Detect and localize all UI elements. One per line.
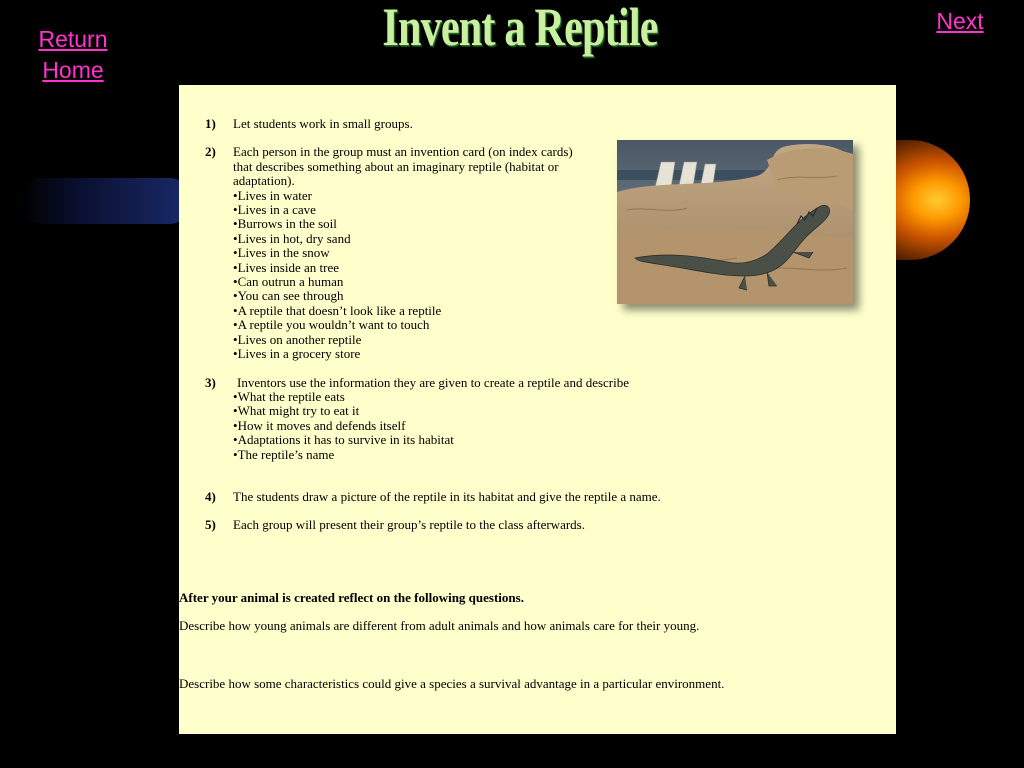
list-item: • You can see through [233,289,885,303]
reflection-heading: After your animal is created reflect on the following questions. [179,590,524,605]
step-text: Each person in the group must an invention card (on index cards) that describes something about an imaginary reptile (habitat or adaptation). [233,144,573,189]
list-item: • A reptile that doesn’t look like a reptile [233,304,885,318]
step-number: 5) [205,517,216,533]
list-item: • Lives inside an tree [233,261,885,275]
list-item: • Lives in hot, dry sand [233,232,885,246]
list-item: • Lives on another reptile [233,333,885,347]
return-home-label-line1: Return [38,26,108,52]
list-item: • Can outrun a human [233,275,885,289]
step-text: Let students work in small groups. [233,116,413,131]
list-item: • Lives in a grocery store [233,347,885,361]
list-item: • How it moves and defends itself [233,419,885,433]
step-5 [205,518,885,532]
next-link[interactable]: Next [936,8,984,34]
list-item: • Lives in the snow [233,246,885,260]
step-text: The students draw a picture of the reptile in its habitat and give the reptile a name. [233,488,661,504]
list-item: • Burrows in the soil [233,217,885,231]
return-home-label-line2: Home [42,57,104,83]
step-number: 2) [205,144,216,160]
step-3 [205,376,885,462]
decorative-streak [20,178,190,224]
iguana-photo [617,140,853,304]
reflection-question: Describe how young animals are different from adult animals and how animals care for their young. [179,618,700,634]
description-items-list [233,390,885,462]
return-home-link[interactable] [30,24,116,86]
step-text: Inventors use the information they are given to create a reptile and describe [237,374,630,390]
list-item: • What might try to eat it [233,404,885,418]
step-number: 1) [205,116,216,131]
step-text: Each group will present their group’s reptile to the class afterwards. [233,517,585,533]
reflection-section [179,591,869,691]
list-item: • Adaptations it has to survive in its habitat [233,433,885,447]
list-item: • A reptile you wouldn’t want to touch [233,318,885,332]
step-number: 4) [205,488,216,504]
list-item: • Lives in a cave [233,203,885,217]
content-panel [179,85,896,734]
step-4 [205,490,885,504]
step-number: 3) [205,374,216,390]
list-item: • The reptile’s name [233,448,885,462]
list-item: • What the reptile eats [233,390,885,404]
reflection-question: Describe how some characteristics could give a species a survival advantage in a particular environment. [179,675,725,691]
step-1 [205,117,885,131]
list-item: • Lives in water [233,189,885,203]
page-title: Invent a Reptile [382,0,658,57]
